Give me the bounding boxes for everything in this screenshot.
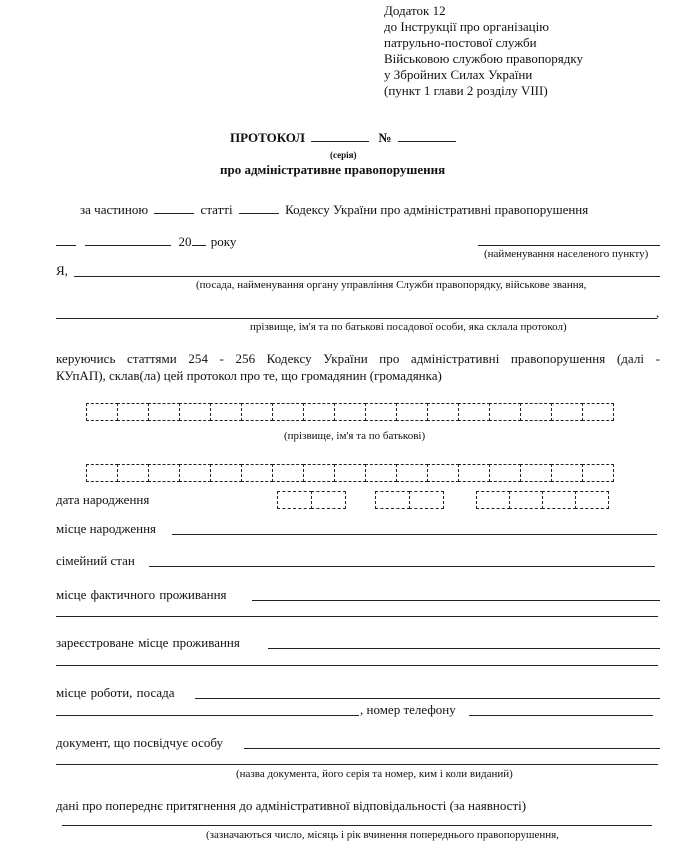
appendix-line-5: у Збройних Силах України xyxy=(384,67,533,82)
appendix-line-2: до Інструкції про організацію xyxy=(384,19,549,34)
code-label: Кодексу України про адміністративні правопорушення xyxy=(285,202,589,217)
day-blank[interactable] xyxy=(56,233,76,246)
officer-line-2[interactable] xyxy=(56,318,657,319)
name-box[interactable] xyxy=(179,403,211,421)
number-blank[interactable] xyxy=(398,129,456,142)
name-box[interactable] xyxy=(427,464,459,482)
name-box[interactable] xyxy=(210,464,242,482)
birth-year-box[interactable] xyxy=(542,491,576,509)
name-box[interactable] xyxy=(365,403,397,421)
birth-year-box[interactable] xyxy=(476,491,510,509)
name-box[interactable] xyxy=(241,464,273,482)
name-box[interactable] xyxy=(179,464,211,482)
family-status-label: сімейний стан xyxy=(56,553,135,568)
name-box[interactable] xyxy=(520,403,552,421)
appendix-line-6: (пункт 1 глави 2 розділу VIII) xyxy=(384,83,548,98)
id-document-line-2[interactable] xyxy=(56,764,658,765)
place-hint: (найменування населеного пункту) xyxy=(484,248,649,260)
birth-year-boxes xyxy=(476,491,608,509)
birth-day-boxes xyxy=(277,491,345,509)
actual-residence-line-2[interactable] xyxy=(56,616,658,617)
id-document-hint: (назва документа, його серія та номер, ким і коли виданий) xyxy=(236,768,513,780)
birth-month-boxes xyxy=(375,491,443,509)
name-box[interactable] xyxy=(117,464,149,482)
year-blank[interactable] xyxy=(192,233,206,246)
appendix-line-4: Військовою службою правопорядку xyxy=(384,51,584,66)
name-box[interactable] xyxy=(427,403,459,421)
prior-liability-line[interactable] xyxy=(62,825,652,826)
prior-liability-hint: (зазначаються число, місяць і рік вчинення попереднього правопорушення, xyxy=(206,829,559,841)
name-box[interactable] xyxy=(489,403,521,421)
name-box[interactable] xyxy=(396,403,428,421)
name-boxes-hint: (прізвище, ім'я та по батькові) xyxy=(284,430,426,442)
birth-date-label: дата народження xyxy=(56,492,150,507)
appendix-line-3: патрульно-постової служби xyxy=(384,35,537,50)
name-boxes-row-2 xyxy=(86,464,613,482)
officer-hint-2: прізвище, ім'я та по батькові посадової особи, яка склала протокол) xyxy=(250,321,567,333)
protocol-word: ПРОТОКОЛ xyxy=(230,130,305,145)
name-boxes-row-1 xyxy=(86,403,613,421)
actual-residence-label: місце фактичного проживання xyxy=(56,587,227,602)
i-label: Я, xyxy=(56,263,68,278)
family-status-line[interactable] xyxy=(149,566,655,567)
name-box[interactable] xyxy=(458,464,490,482)
statement-line-2: КУпАП), склав(ла) цей протокол про те, що громадянин (громадянка) xyxy=(56,368,442,383)
name-box[interactable] xyxy=(582,464,614,482)
birth-month-box[interactable] xyxy=(375,491,410,509)
name-box[interactable] xyxy=(272,403,304,421)
part-label: за частиною xyxy=(80,202,149,217)
birth-place-line[interactable] xyxy=(172,534,657,535)
part-blank[interactable] xyxy=(154,201,194,214)
birth-year-box[interactable] xyxy=(575,491,609,509)
officer-line-1[interactable] xyxy=(74,276,660,277)
statement-line-1: керуючись статтями 254 - 256 Кодексу України про адміністративні правопорушення (далі - xyxy=(56,351,660,366)
prior-liability-label: дані про попереднє притягнення до адміністративної відповідальності (за наявності) xyxy=(56,798,527,813)
name-box[interactable] xyxy=(241,403,273,421)
name-box[interactable] xyxy=(334,464,366,482)
work-position-label: місце роботи, посада xyxy=(56,685,175,700)
registered-residence-line-1[interactable] xyxy=(268,648,660,649)
name-box[interactable] xyxy=(489,464,521,482)
work-position-line[interactable] xyxy=(195,698,660,699)
protocol-title xyxy=(230,129,456,146)
place-line[interactable] xyxy=(478,245,660,246)
name-box[interactable] xyxy=(520,464,552,482)
name-box[interactable] xyxy=(86,403,118,421)
name-box[interactable] xyxy=(272,464,304,482)
series-blank[interactable] xyxy=(311,129,369,142)
name-box[interactable] xyxy=(303,464,335,482)
name-box[interactable] xyxy=(86,464,118,482)
officer-hint-1: (посада, найменування органу управління Служби правопорядку, військове звання, xyxy=(196,279,587,291)
work-position-line-2[interactable] xyxy=(56,715,359,716)
id-document-label: документ, що посвідчує особу xyxy=(56,735,223,750)
birth-day-box[interactable] xyxy=(311,491,346,509)
name-box[interactable] xyxy=(551,403,583,421)
name-box[interactable] xyxy=(365,464,397,482)
registered-residence-label: зареєстроване місце проживання xyxy=(56,635,240,650)
name-box[interactable] xyxy=(334,403,366,421)
month-blank[interactable] xyxy=(85,233,171,246)
id-document-line-1[interactable] xyxy=(244,748,660,749)
name-box[interactable] xyxy=(458,403,490,421)
protocol-subtitle: про адміністративне правопорушення xyxy=(220,162,446,177)
name-box[interactable] xyxy=(210,403,242,421)
article-line xyxy=(80,201,588,218)
trailing-comma: , xyxy=(656,305,660,320)
name-box[interactable] xyxy=(582,403,614,421)
name-box[interactable] xyxy=(117,403,149,421)
series-hint: (серія) xyxy=(330,150,357,160)
phone-label: , номер телефону xyxy=(360,702,456,717)
article-blank[interactable] xyxy=(239,201,279,214)
name-box[interactable] xyxy=(148,464,180,482)
name-box[interactable] xyxy=(551,464,583,482)
name-box[interactable] xyxy=(303,403,335,421)
actual-residence-line-1[interactable] xyxy=(252,600,660,601)
name-box[interactable] xyxy=(396,464,428,482)
birth-month-box[interactable] xyxy=(409,491,444,509)
date-line xyxy=(56,233,236,250)
phone-line[interactable] xyxy=(469,715,653,716)
registered-residence-line-2[interactable] xyxy=(56,665,658,666)
birth-year-box[interactable] xyxy=(509,491,543,509)
name-box[interactable] xyxy=(148,403,180,421)
year-word: року xyxy=(210,234,237,249)
birth-place-label: місце народження xyxy=(56,521,157,536)
year-prefix: 20 xyxy=(178,234,192,249)
birth-day-box[interactable] xyxy=(277,491,312,509)
article-label: статті xyxy=(200,202,233,217)
number-sign: № xyxy=(378,130,392,145)
appendix-line-1: Додаток 12 xyxy=(384,3,446,18)
